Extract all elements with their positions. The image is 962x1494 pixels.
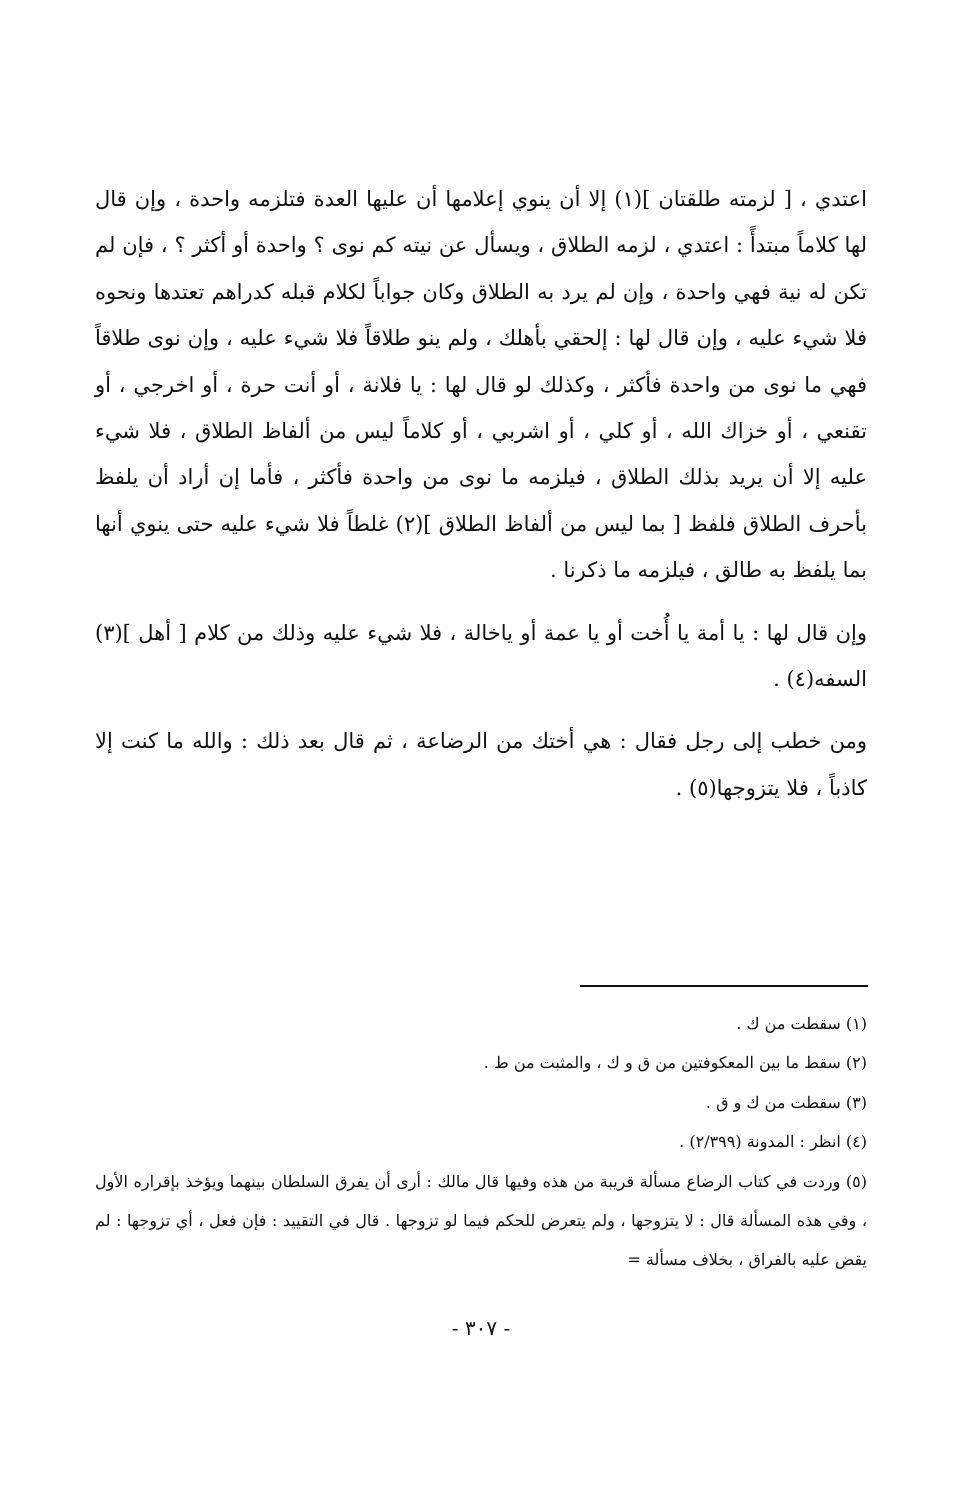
paragraph: وإن قال لها : يا أمة يا أُخت أو يا عمة أو ياخالة ، فلا شيء عليه وذلك من كلام [ أهل ](٣) السفه(٤) . [95,620,868,692]
footnote: (٥) وردت في كتاب الرضاع مسألة قريبة من هذه وفيها قال مالك : أرى أن يفرق السلطان بينهما ويؤخذ بإقراره الأول ، وفي هذه المسألة قال : لا يتزوجها ، ولم يتعرض للحكم فيما لو تزوجها . قال في التقييد : فإن فعل ، أي تزوجها : لم يقض عليه بالفراق ، بخلاف مسألة = [95,1171,867,1270]
footnote: (١) سقطت من ك . [736,1014,867,1033]
footnote: (٤) انظر : المدونة (٢/٣٩٩) . [679,1132,867,1152]
paragraph: اعتدي ، [ لزمته طلقتان ](١) إلا أن ينوي إعلامها أن عليها العدة فتلزمه واحدة ، وإن قال لها كلاماً مبتدأً : اعتدي ، لزمه الطلاق ، ويسأل عن نيته كم نوى ؟ واحدة أو أكثر ؟ ، فإن لم تكن له نية فهي واحدة ، وإن لم يرد به الطلاق وكان جواباً لكلام قبله كدراهم تعتدها ونحوه فلا شيء عليه ، وإن قال لها : إلحقي بأهلك ، ولم ينو طلاقاً فلا شيء عليه ، وإن نوى طلاقاً فهي ما نوى من واحدة فأكثر ، وكذلك لو قال لها : يا فلانة ، أو أنت حرة ، أو اخرجي ، أو تقنعي ، أو خزاك الله ، أو كلي ، أو اشربي ، أو كلاماً ليس من ألفاظ الطلاق ، فلا شيء عليه إلا أن يريد بذلك الطلاق ، فيلزمه ما نوى من واحدة فأكثر ، فأما إن أراد أن يلفظ بأحرف الطلاق فلفظ [ بما ليس من ألفاظ الطلاق ](٢) غلطاً فلا شيء عليه حتى ينوي أنها بما يلفظ به طالق ، فيلزمه ما ذكرنا . [95,187,868,583]
footnote-divider [580,985,868,987]
paragraph: ومن خطب إلى رجل فقال : هي أختك من الرضاعة ، ثم قال بعد ذلك : والله ما كنت إلا كاذباً ، فلا يتزوجها(٥) . [95,729,867,800]
footnote: (٣) سقطت من ك و ق . [705,1092,867,1112]
footnote: (٢) سقط ما بين المعكوفتين من ق و ك ، والمثبت من ط . [483,1053,867,1073]
page-number: - ٣٠٧ - [451,1316,511,1340]
footnotes [95,1004,867,1280]
main-text [95,176,867,811]
